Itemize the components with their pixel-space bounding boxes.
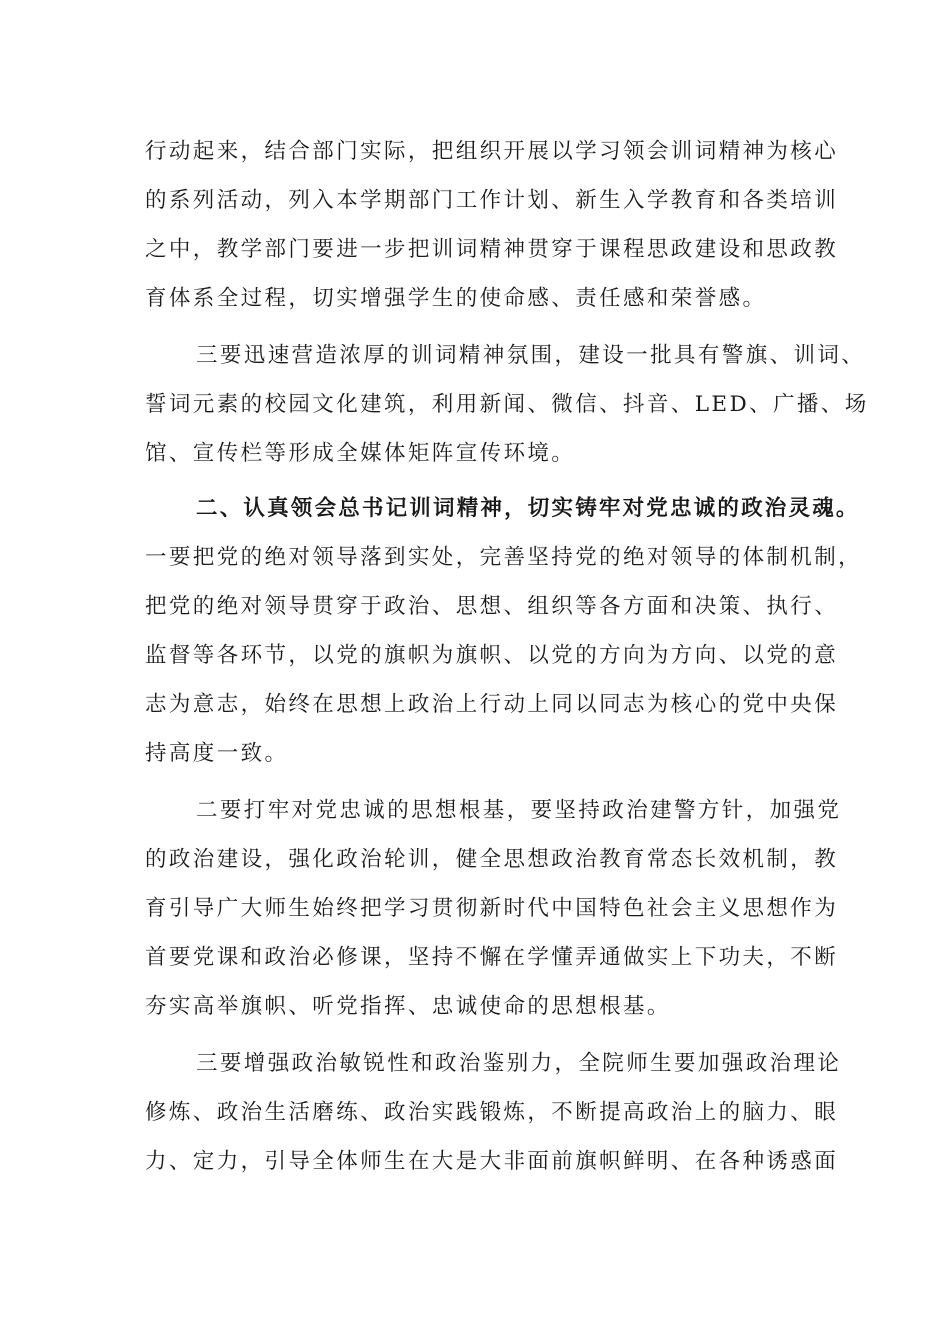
paragraph-5-line-1: 三要增强政治敏锐性和政治鉴别力，全院师生要加强政治理论 [196,1051,842,1076]
paragraph-1-line-3: 之中，教学部门要进一步把训词精神贯穿于课程思政建设和思政教 [145,237,839,262]
paragraph-4-line-1: 二要打牢对党忠诚的思想根基，要坚持政治建警方针，加强党 [196,798,842,823]
paragraph-5-line-3: 力、定力，引导全体师生在大是大非面前旗帜鲜明、在各种诱惑面 [145,1149,839,1174]
paragraph-4-line-3: 育引导广大师生始终把学习贯彻新时代中国特色社会主义思想作为 [145,896,839,921]
paragraph-2-line-3: 馆、宣传栏等形成全媒体矩阵宣传环境。 [145,441,576,466]
paragraph-1-line-4: 育体系全过程，切实增强学生的使命感、责任感和荣誉感。 [145,286,767,311]
paragraph-3-line-3: 监督等各环节，以党的旗帜为旗帜、以党的方向为方向、以党的意 [145,643,839,668]
paragraph-1-line-1: 行动起来，结合部门实际，把组织开展以学习领会训词精神为核心 [145,139,839,164]
paragraph-4-line-2: 的政治建设，强化政治轮训，健全思想政治教育常态长效机制，教 [145,847,839,872]
paragraph-4-line-5: 夯实高举旗帜、听党指挥、忠诚使命的思想根基。 [145,994,671,1019]
paragraph-3-line-4: 志为意志，始终在思想上政治上行动上同以同志为核心的党中央保 [145,692,839,717]
paragraph-3-line-2: 把党的绝对领导贯穿于政治、思想、组织等各方面和决策、执行、 [145,594,839,619]
paragraph-1-line-2: 的系列活动，列入本学期部门工作计划、新生入学教育和各类培训 [145,188,839,213]
paragraph-2-line-1: 三要迅速营造浓厚的训词精神氛围，建设一批具有警旗、训词、 [196,343,866,368]
paragraph-2-line-2: 誓词元素的校园文化建筑，利用新闻、微信、抖音、LED、广播、场 [145,392,869,417]
paragraph-3-line-1: 一要把党的绝对领导落到实处，完善坚持党的绝对领导的体制机制， [145,545,863,570]
paragraph-3-line-5: 持高度一致。 [145,741,289,766]
paragraph-5-line-2: 修炼、政治生活磨练、政治实践锻炼，不断提高政治上的脑力、眼 [145,1100,839,1125]
paragraph-4-line-4: 首要党课和政治必修课，坚持不懈在学懂弄通做实上下功夫，不断 [145,945,839,970]
section-heading: 二、认真领会总书记训词精神，切实铸牢对党忠诚的政治灵魂。 [196,496,860,521]
